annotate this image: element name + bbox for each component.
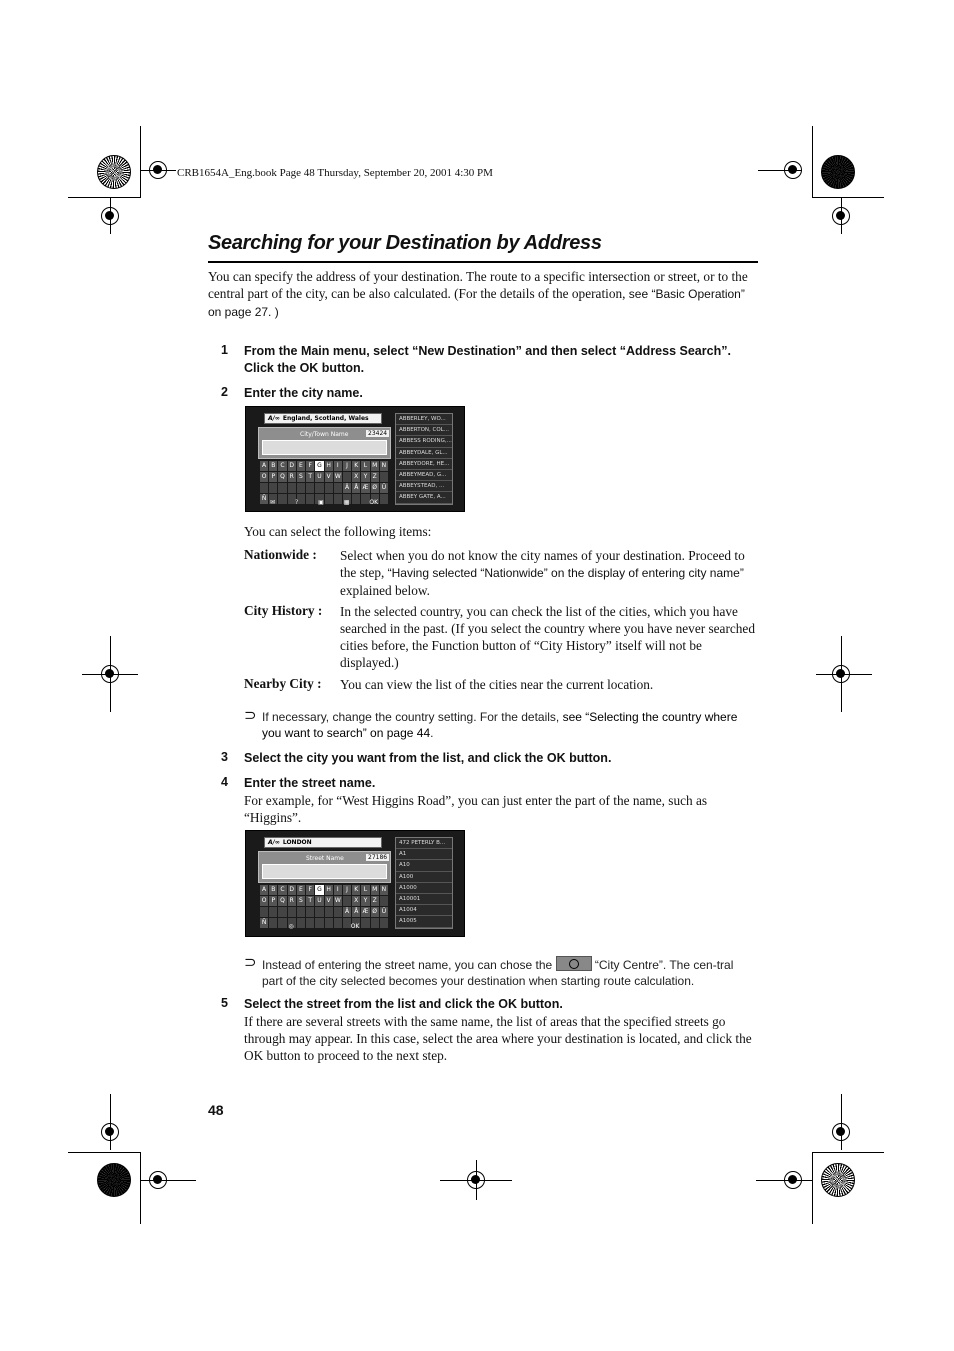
keyboard-key[interactable]: Æ	[362, 908, 369, 915]
keyboard-key[interactable]: I	[334, 885, 342, 895]
list-item[interactable]: A1	[396, 849, 452, 860]
starburst-registration-icon	[97, 1163, 131, 1197]
keyboard-key[interactable]: Å	[352, 483, 360, 493]
keyboard-key[interactable]: V	[325, 896, 333, 906]
registration-line	[841, 636, 842, 712]
step-number: 1	[221, 343, 228, 357]
ok-button[interactable]: OK	[350, 923, 360, 930]
keyboard-key[interactable]	[334, 907, 342, 917]
list-item[interactable]: ABBEYSTEAD, ...	[396, 481, 452, 492]
keyboard-key[interactable]	[325, 483, 333, 493]
step-number: 4	[221, 775, 228, 789]
step-body: For example, for “West Higgins Road”, you can just enter the part of the name, such as “Higgins”.	[244, 793, 708, 825]
crop-mark	[812, 126, 813, 198]
keyboard-key[interactable]	[288, 907, 296, 917]
history-button-icon[interactable]: ?	[294, 499, 299, 506]
note-text: .	[430, 726, 434, 740]
keyboard-key[interactable]: Ñ	[261, 495, 267, 502]
country-icon: A/∞	[268, 839, 280, 846]
print-info: CRB1654A_Eng.book Page 48 Thursday, September 20, 2001 4:30 PM	[177, 167, 493, 179]
keyboard-key[interactable]	[269, 907, 277, 917]
starburst-registration-icon	[97, 155, 131, 189]
keyboard-key[interactable]: Q	[280, 897, 285, 904]
keyboard-key[interactable]: U	[317, 473, 322, 480]
page-number: 48	[208, 1102, 224, 1118]
ok-button[interactable]: OK	[369, 499, 379, 506]
keyboard-key[interactable]: N	[381, 462, 387, 469]
keyboard-key[interactable]: Z	[371, 896, 379, 906]
keyboard-key[interactable]: B	[269, 461, 277, 471]
list-item[interactable]: A100	[396, 872, 452, 883]
keyboard-key[interactable]	[260, 483, 268, 493]
page-title: Searching for your Destination by Address	[208, 232, 602, 254]
keyboard-key[interactable]: Å	[352, 907, 360, 917]
definition-term: Nationwide :	[244, 547, 317, 562]
registration-line	[110, 1094, 111, 1150]
keyboard-key[interactable]: Ñ	[261, 919, 267, 926]
keyboard-key[interactable]	[288, 483, 296, 493]
keyboard	[260, 885, 388, 928]
step-number: 3	[221, 750, 228, 764]
definition-term: Nearby City :	[244, 676, 322, 691]
step-text: Enter the street name.	[244, 776, 376, 790]
registration-line	[841, 198, 842, 234]
definition-desc	[340, 547, 760, 599]
note-reference: see “Selecting the country where you want to search” on page 44	[262, 710, 738, 740]
list-item[interactable]: A1004	[396, 905, 452, 916]
keyboard-key[interactable]: K	[352, 461, 360, 471]
nationwide-button-icon[interactable]: ✉	[269, 499, 275, 506]
registration-line	[816, 674, 872, 675]
city-centre-button-icon[interactable]: ◎	[288, 923, 294, 930]
list-item[interactable]: A10	[396, 860, 452, 871]
keyboard-key[interactable]: A	[260, 461, 268, 471]
keyboard-key[interactable]: Ä	[343, 907, 351, 917]
keyboard-key[interactable]: W	[334, 473, 341, 480]
bottom-bar	[260, 499, 388, 506]
registration-line	[140, 1180, 196, 1181]
keyboard-key[interactable]: Y	[361, 472, 369, 482]
definition-term: City History :	[244, 603, 323, 618]
crop-mark	[140, 126, 141, 198]
keyboard-key[interactable]: X	[352, 896, 360, 906]
city-centre-icon	[556, 956, 592, 971]
keyboard-key[interactable]: F	[306, 885, 314, 895]
step-text: Select the street from the list and click the OK button.	[244, 997, 563, 1011]
keyboard-key[interactable]: W	[334, 897, 341, 904]
city-list	[395, 413, 453, 505]
keyboard-key[interactable]: L	[361, 461, 369, 471]
definition-reference: “Having selected “Nationwide” on the display of entering city name”	[387, 566, 744, 580]
note-arrow-icon: ⊃	[244, 706, 257, 724]
note-text: If necessary, change the country setting. For the details,	[262, 710, 563, 724]
keyboard-key[interactable]	[297, 483, 305, 493]
keyboard-key[interactable]: N	[381, 886, 387, 893]
keyboard-key[interactable]: C	[278, 461, 286, 471]
keyboard-key[interactable]	[343, 896, 351, 906]
registration-line	[756, 1180, 812, 1181]
step-number: 5	[221, 996, 228, 1010]
keyboard-key[interactable]: Ü	[381, 484, 387, 491]
keyboard-key[interactable]: Ø	[372, 484, 378, 491]
step-text: Enter the city name.	[244, 386, 363, 400]
keyboard-key[interactable]: H	[326, 462, 331, 469]
keyboard-key[interactable]: P	[269, 472, 277, 482]
result-count: 27186	[368, 854, 388, 861]
registration-line	[110, 636, 111, 712]
starburst-registration-icon	[821, 1163, 855, 1197]
note-text: “City Centre”. The cen-tral part of the city selected becomes your destination when starting route calculation.	[262, 958, 734, 988]
keyboard-key[interactable]: T	[306, 472, 314, 482]
keyboard-key[interactable]: E	[297, 885, 305, 895]
keyboard-key[interactable]: L	[361, 885, 369, 895]
keyboard-key[interactable]	[315, 483, 323, 493]
starburst-registration-icon	[821, 155, 855, 189]
list-item[interactable]: ABBESS RODING,...	[396, 436, 452, 447]
list-item[interactable]: ABBEYDORE, HE...	[396, 459, 452, 470]
nearby-button-icon[interactable]: ▣	[318, 499, 324, 506]
definition-desc-text: Select when you do not know the city names of your destination. Proceed to the step,	[340, 548, 745, 580]
keyboard-key[interactable]	[278, 907, 286, 917]
list-item[interactable]: ABBEY GATE, A...	[396, 492, 452, 503]
keyboard-key[interactable]: J	[343, 885, 351, 895]
keyboard-key[interactable]: O	[261, 473, 267, 480]
crop-mark	[812, 197, 884, 198]
keyboard	[260, 461, 388, 504]
bottom-bar	[260, 923, 388, 930]
definition-desc: In the selected country, you can check the list of the cities, which you have searched in the past. (If you select the country where you have never searched cities before, the Function button of “City History” itself will not be displayed.)	[340, 604, 755, 670]
keyboard-key[interactable]: M	[372, 462, 378, 469]
list-item[interactable]: ABBEYMEAD, G...	[396, 470, 452, 481]
keyboard-key[interactable]	[306, 907, 314, 917]
list-item[interactable]: A10001	[396, 894, 452, 905]
intro-reference: see “Basic Operation” on page 27. )	[208, 287, 745, 319]
list-item[interactable]: 472 PETERLY B...	[396, 838, 452, 849]
registration-line	[758, 170, 802, 171]
keyboard-key[interactable]: Æ	[362, 484, 369, 491]
keyboard-key[interactable]: D	[289, 462, 295, 469]
registration-line	[476, 1160, 477, 1200]
keyboard-key[interactable]: C	[278, 885, 286, 895]
keyboard-key[interactable]: G	[317, 462, 322, 469]
city-title	[264, 837, 382, 848]
field-label: City/Town Name	[300, 431, 349, 438]
keyboard-key[interactable]: Q	[280, 473, 285, 480]
note	[262, 709, 754, 741]
crop-mark	[68, 1152, 140, 1153]
keyboard-key[interactable]: S	[297, 472, 305, 482]
street-list	[395, 837, 453, 929]
keyboard-key[interactable]: P	[269, 896, 277, 906]
keyboard-key[interactable]	[343, 472, 351, 482]
list-item[interactable]: ABBERLEY, WO...	[396, 414, 452, 425]
keyboard-key[interactable]: F	[306, 461, 314, 471]
keyboard-key[interactable]: T	[306, 896, 314, 906]
crop-mark	[140, 1152, 141, 1224]
country-title	[264, 413, 382, 424]
keyboard-key[interactable]	[260, 907, 268, 917]
keyboard-key[interactable]: J	[343, 461, 351, 471]
keyboard-key[interactable]: Ø	[372, 908, 378, 915]
keyboard-key[interactable]: Ü	[381, 908, 387, 915]
keyboard-key[interactable]: R	[288, 896, 296, 906]
keyboard-key[interactable]: V	[325, 472, 333, 482]
keyboard-key[interactable]	[380, 896, 388, 906]
note-arrow-icon: ⊃	[244, 953, 257, 971]
keyboard-key[interactable]	[380, 472, 388, 482]
intro-paragraph	[208, 268, 760, 321]
keyboard-key[interactable]	[297, 907, 305, 917]
keyboard-key[interactable]: K	[352, 885, 360, 895]
keyboard-key[interactable]: I	[334, 461, 342, 471]
country-name: England, Scotland, Wales	[282, 415, 369, 422]
keyboard-key[interactable]: G	[317, 886, 322, 893]
keyboard-key[interactable]: D	[289, 886, 295, 893]
select-intro: You can select the following items:	[244, 524, 432, 539]
registration-line	[140, 170, 176, 171]
map-button-icon[interactable]: ▦	[343, 499, 350, 506]
keyboard-key[interactable]: A	[260, 885, 268, 895]
city-input[interactable]	[262, 440, 387, 455]
result-count: 23424	[368, 430, 388, 437]
country-icon: A/∞	[268, 415, 280, 422]
city-entry-screenshot	[245, 406, 465, 512]
crop-mark	[812, 1152, 884, 1153]
keyboard-key[interactable]: B	[269, 885, 277, 895]
keyboard-key[interactable]: Z	[371, 472, 379, 482]
keyboard-key[interactable]	[269, 483, 277, 493]
note	[262, 956, 756, 989]
list-item[interactable]: ABBERTON, COL...	[396, 425, 452, 436]
step-text: Select the city you want from the list, and click the OK button.	[244, 751, 612, 765]
keyboard-key[interactable]: O	[261, 897, 267, 904]
keyboard-key[interactable]: S	[297, 896, 305, 906]
registration-line	[110, 198, 111, 234]
crop-mark	[812, 1152, 813, 1224]
keyboard-key[interactable]: R	[288, 472, 296, 482]
keyboard-key[interactable]	[278, 483, 286, 493]
street-input[interactable]	[262, 864, 387, 879]
list-item[interactable]: A1000	[396, 883, 452, 894]
registration-line	[841, 1094, 842, 1150]
step-body: If there are several streets with the same name, the list of areas that the specified streets go through may appear. In this case, select the area where your destination is located, and click the OK button to proceed to the next step.	[244, 1014, 752, 1063]
keyboard-key[interactable]: E	[297, 461, 305, 471]
keyboard-key[interactable]	[334, 483, 342, 493]
field-label: Street Name	[306, 855, 344, 862]
keyboard-key[interactable]: U	[317, 897, 322, 904]
intro-text: You can specify the address of your destination. The route to a specific intersection or street, or to the central part of the city, can be also calculated. (For the details of the operation,	[208, 269, 748, 301]
list-item[interactable]: A1005	[396, 916, 452, 927]
list-item[interactable]: ABBEYDALE, GL...	[396, 448, 452, 459]
note-text: Instead of entering the street name, you can chose the	[262, 958, 553, 972]
keyboard-key[interactable]: Y	[361, 896, 369, 906]
city-name: LONDON	[282, 839, 312, 846]
keyboard-key[interactable]: H	[326, 886, 331, 893]
title-rule	[208, 261, 758, 263]
keyboard-key[interactable]: M	[372, 886, 378, 893]
keyboard-key[interactable]	[315, 907, 323, 917]
keyboard-key[interactable]: Ä	[343, 483, 351, 493]
keyboard-key[interactable]	[306, 483, 314, 493]
keyboard-key[interactable]: X	[352, 472, 360, 482]
definition-desc-text: explained below.	[340, 583, 430, 598]
street-entry-screenshot	[245, 830, 465, 937]
crop-mark	[68, 197, 140, 198]
definition-desc: You can view the list of the cities near the current location.	[340, 677, 654, 692]
step-number: 2	[221, 385, 228, 399]
step-text: From the Main menu, select “New Destination” and then select “Address Search”. Click the OK button.	[244, 344, 731, 375]
keyboard-key[interactable]	[325, 907, 333, 917]
